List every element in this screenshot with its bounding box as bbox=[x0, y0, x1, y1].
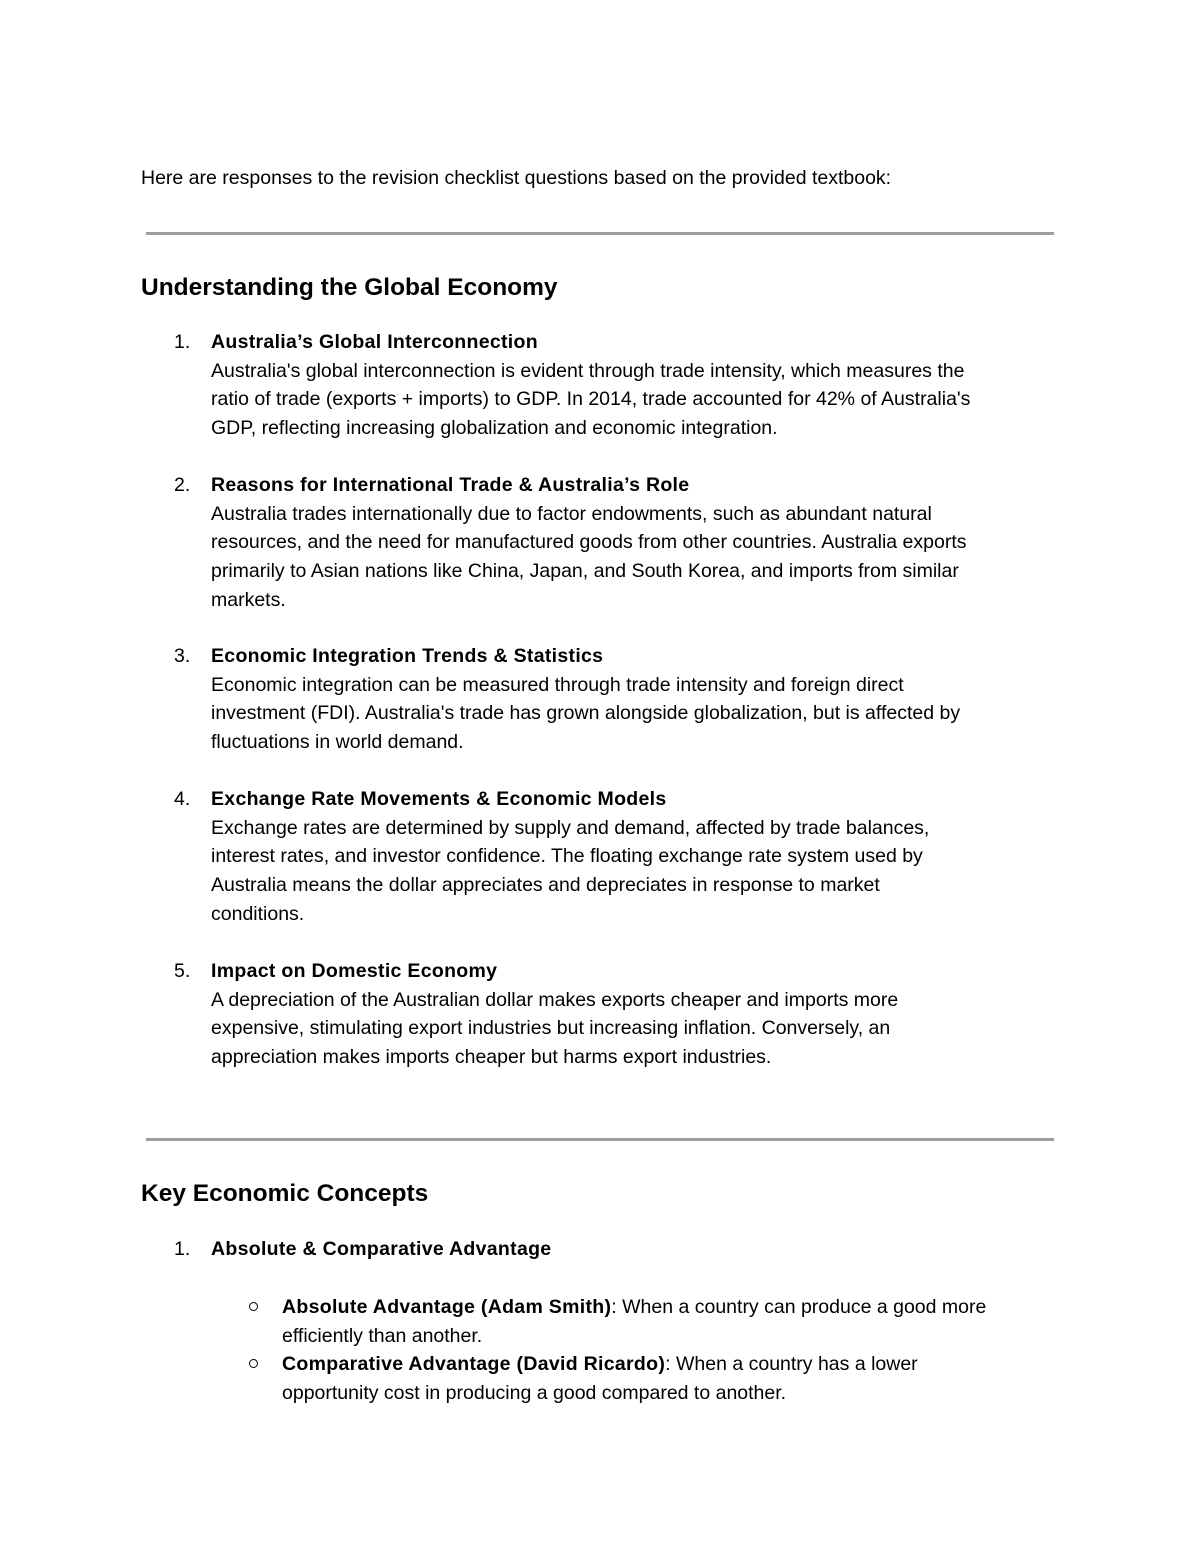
list-item-text: Exchange rates are determined by supply and demand, affected by trade balances, interest rates, and investor confidence. The floating exchange rate system used by Australia means the dollar appreciates and depreciates in response to market conditions. bbox=[211, 816, 930, 925]
list-item-heading: Impact on Domestic Economy bbox=[211, 960, 498, 982]
sub-item-term: Absolute Advantage (Adam Smith) bbox=[282, 1296, 612, 1318]
list-item-heading: Australia’s Global Interconnection bbox=[211, 331, 538, 353]
list-item-text: Economic integration can be measured through trade intensity and foreign direct investment (FDI). Australia's trade has grown alongside globalization, but is affected by fluctuations in world demand. bbox=[211, 673, 961, 754]
list-item-heading: Economic Integration Trends & Statistics bbox=[211, 645, 604, 667]
list-item-number: 2. bbox=[174, 474, 191, 496]
list-item-heading: Exchange Rate Movements & Economic Models bbox=[211, 788, 667, 810]
list-item-text: Australia's global interconnection is evident through trade intensity, which measures the ratio of trade (exports + imports) to GDP. In 2014, trade accounted for 42% of Australia's GDP, reflecting increasing globalization and economic integration. bbox=[211, 359, 971, 440]
horizontal-rule bbox=[146, 1138, 1054, 1141]
hollow-circle-bullet-icon bbox=[249, 1359, 258, 1368]
sub-item-text: : When a country can produce a good more efficiently than another. bbox=[282, 1296, 987, 1347]
horizontal-rule bbox=[146, 232, 1054, 235]
section-title-key-concepts: Key Economic Concepts bbox=[141, 1180, 429, 1207]
list-item-number: 5. bbox=[174, 960, 191, 982]
hollow-circle-bullet-icon bbox=[249, 1302, 258, 1311]
intro-text: Here are responses to the revision checklist questions based on the provided textbook: bbox=[141, 167, 892, 189]
list-item-number: 1. bbox=[174, 331, 191, 353]
list-item-number: 1. bbox=[174, 1238, 191, 1260]
list-item-text: A depreciation of the Australian dollar makes exports cheaper and imports more expensive, stimulating export industries but increasing inflation. Conversely, an appreciation makes imports cheaper but harms export industries. bbox=[211, 988, 899, 1069]
list-item-heading: Reasons for International Trade & Australia’s Role bbox=[211, 474, 690, 496]
sub-item-text: : When a country has a lower opportunity cost in producing a good compared to another. bbox=[282, 1353, 918, 1404]
sub-item-term: Comparative Advantage (David Ricardo) bbox=[282, 1353, 666, 1375]
list-item-number: 3. bbox=[174, 645, 191, 667]
list-item-heading: Absolute & Comparative Advantage bbox=[211, 1238, 552, 1260]
list-item-text: Australia trades internationally due to factor endowments, such as abundant natural resources, and the need for manufactured goods from other countries. Australia exports primarily to Asian nations like China, Japan, and South Korea, and imports from similar markets. bbox=[211, 502, 967, 611]
list-item-number: 4. bbox=[174, 788, 191, 810]
section-title-global-economy: Understanding the Global Economy bbox=[141, 274, 558, 301]
